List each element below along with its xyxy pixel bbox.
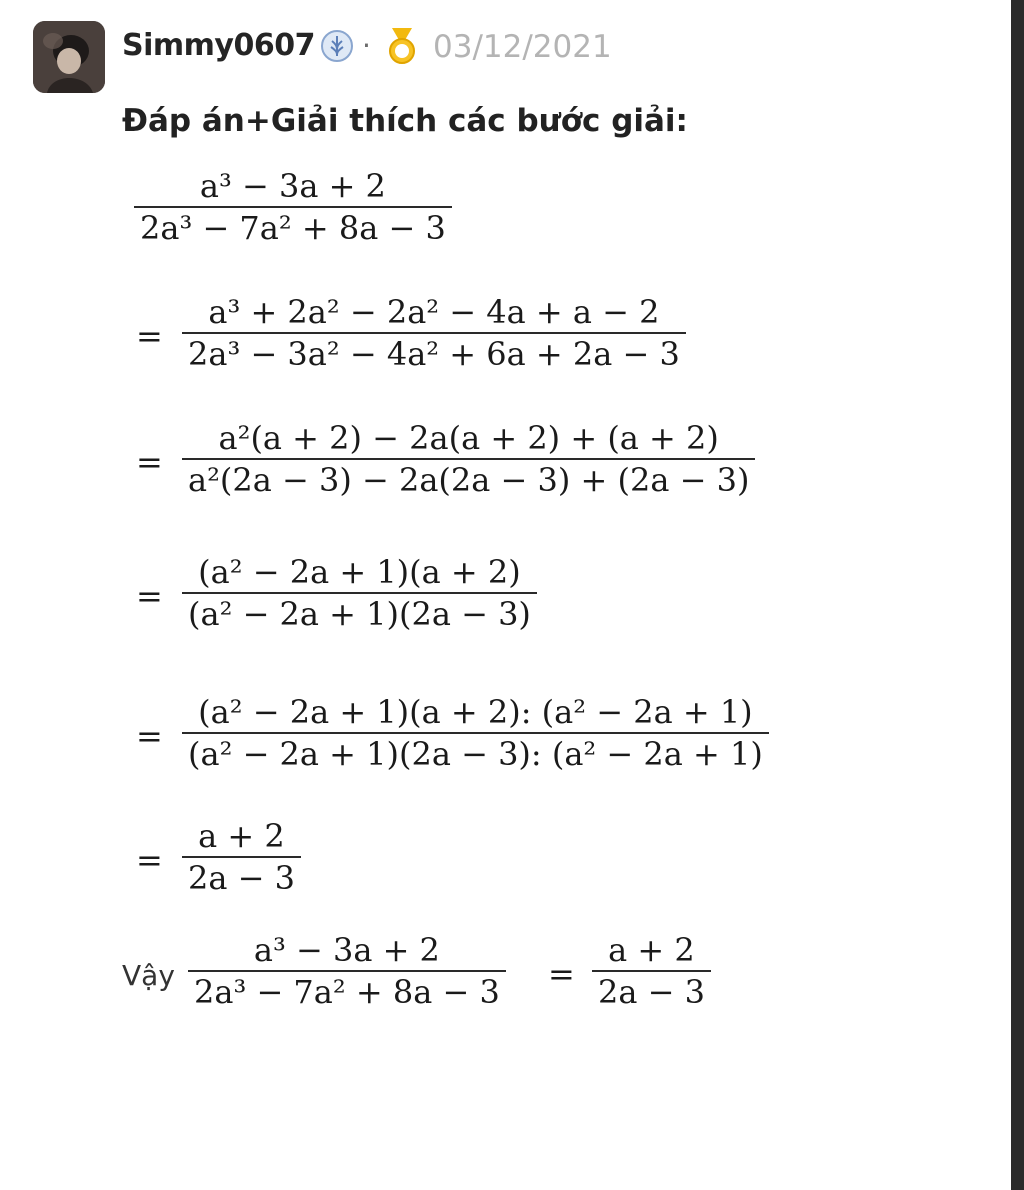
conclusion-label: Vậy	[122, 959, 175, 992]
fraction-step-5	[182, 816, 301, 898]
post-date: 03/12/2021	[433, 29, 612, 65]
equals-sign: =	[136, 317, 163, 355]
denominator: (a² − 2a + 1)(2a − 3)	[188, 595, 531, 633]
numerator: a²(a + 2) − 2a(a + 2) + (a + 2)	[218, 419, 719, 457]
answer-heading: Đáp án+Giải thích các bước giải:	[122, 103, 688, 139]
fraction-step-4	[182, 692, 769, 774]
equals-sign: =	[136, 717, 163, 755]
avatar[interactable]	[33, 21, 105, 93]
fraction-step-3	[182, 552, 537, 634]
numerator: a³ + 2a² − 2a² − 4a + a − 2	[208, 293, 660, 331]
denominator: (a² − 2a + 1)(2a − 3): (a² − 2a + 1)	[188, 735, 763, 773]
fraction-step-1	[182, 292, 686, 374]
denominator: 2a − 3	[598, 973, 705, 1011]
numerator: (a² − 2a + 1)(a + 2)	[198, 553, 521, 591]
username[interactable]: Simmy0607	[122, 28, 315, 63]
fraction-conclusion-rhs	[592, 930, 711, 1012]
fraction-original	[134, 166, 452, 248]
equals-sign: =	[136, 443, 163, 481]
separator-dot: ·	[362, 29, 371, 62]
equals-sign: =	[136, 841, 163, 879]
denominator: 2a³ − 7a² + 8a − 3	[194, 973, 500, 1011]
numerator: a + 2	[608, 931, 695, 969]
equals-sign: =	[548, 955, 575, 993]
denominator: 2a³ − 3a² − 4a² + 6a + 2a − 3	[188, 335, 680, 373]
gold-medal-icon	[384, 26, 420, 66]
numerator: a³ − 3a + 2	[199, 167, 386, 205]
window-edge	[1011, 0, 1024, 1190]
rank-badge-icon	[320, 29, 354, 63]
numerator: a³ − 3a + 2	[253, 931, 440, 969]
denominator: 2a³ − 7a² + 8a − 3	[140, 209, 446, 247]
denominator: a²(2a − 3) − 2a(2a − 3) + (2a − 3)	[188, 461, 750, 499]
numerator: (a² − 2a + 1)(a + 2): (a² − 2a + 1)	[198, 693, 753, 731]
equals-sign: =	[136, 577, 163, 615]
fraction-step-2	[182, 418, 755, 500]
fraction-conclusion-lhs	[188, 930, 506, 1012]
denominator: 2a − 3	[188, 859, 295, 897]
numerator: a + 2	[198, 817, 285, 855]
